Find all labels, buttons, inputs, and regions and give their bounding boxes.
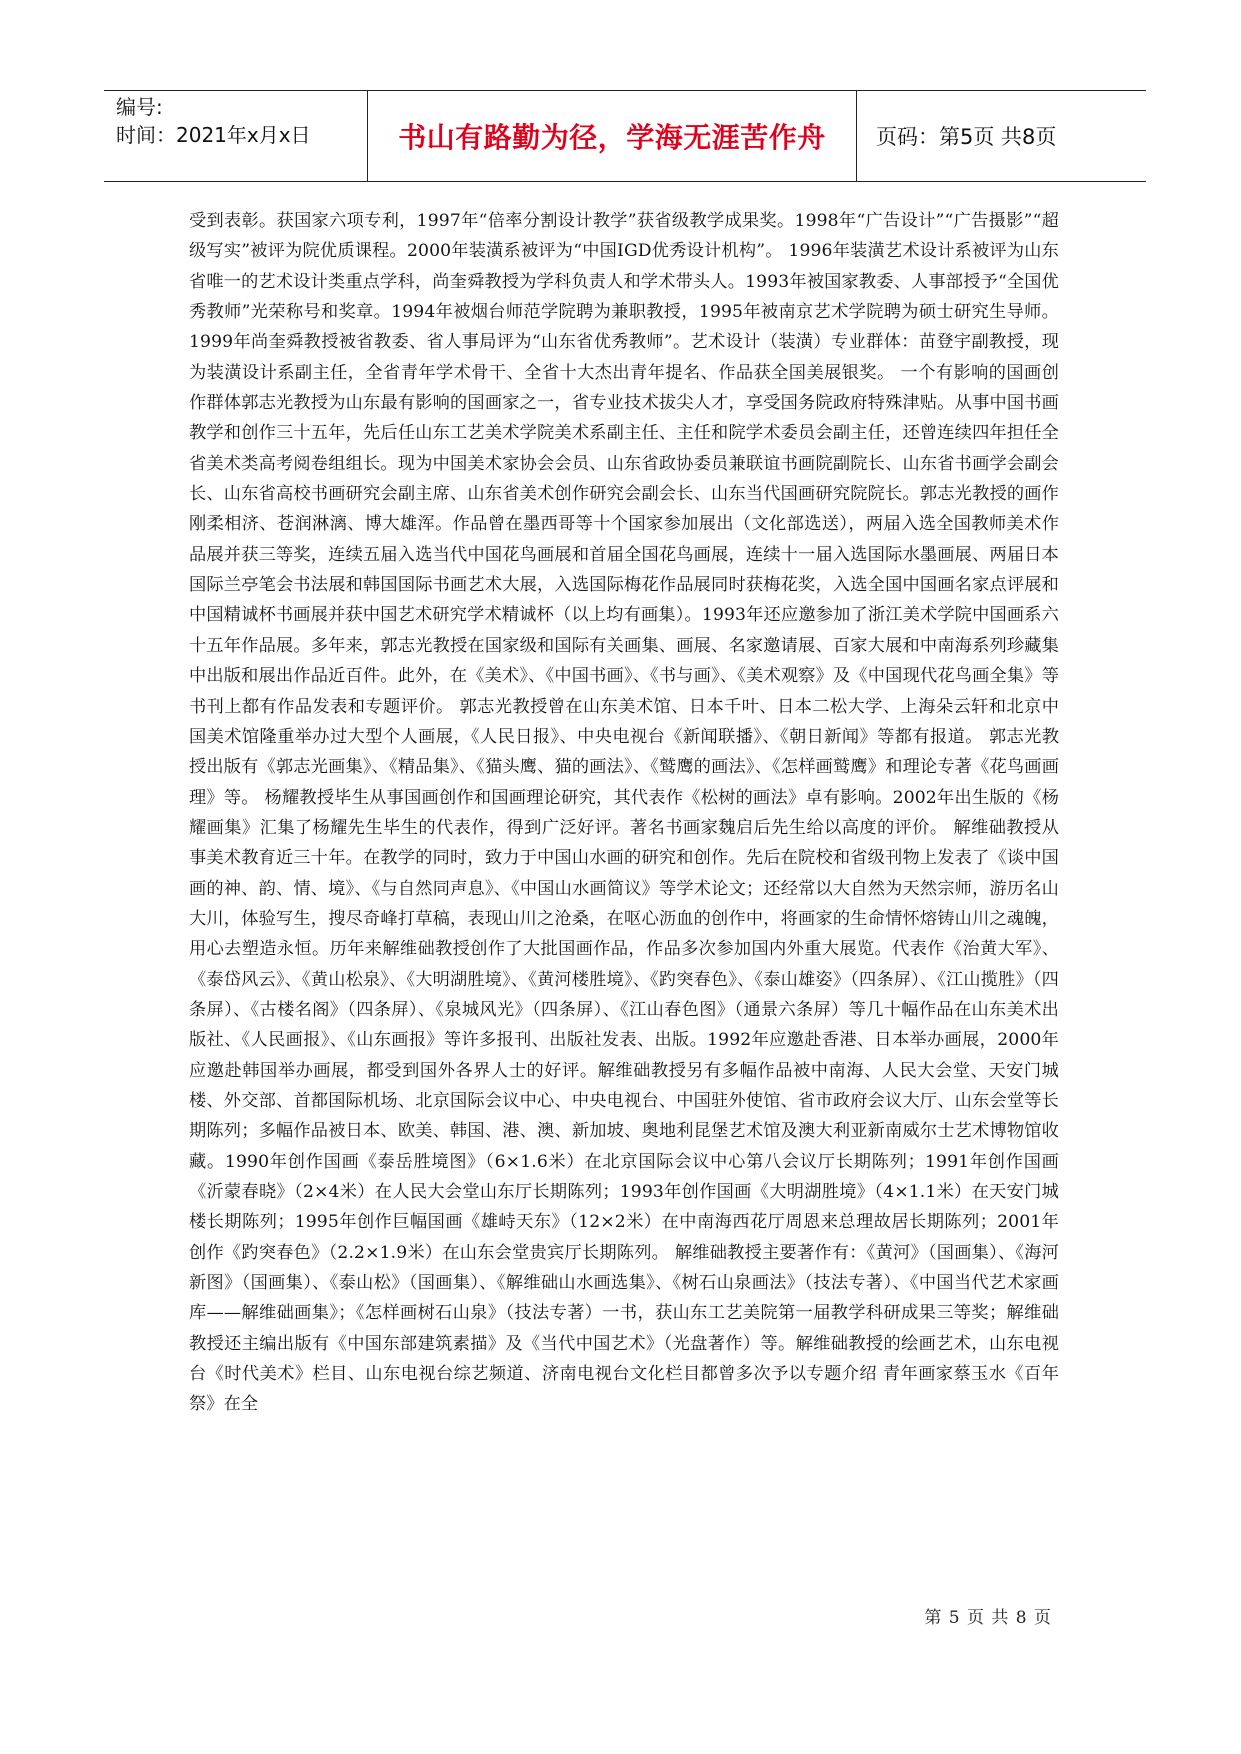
document-time-label: 时间：2021年x月x日 (116, 123, 311, 147)
body-paragraph: 受到表彰。获国家六项专利，1997年“倍率分割设计教学”获省级教学成果奖。1998年“广告设计”“广告摄影”“超级写实”被评为院优质课程。2000年装潢系被评为“中国IGD优秀设计机构”。 1996年装潢艺术设计系被评为山东省唯一的艺术设计类重点学科，尚奎舜教授为学科负责人和学术带头人。1993年被国家教委、人事部授予“全国优秀教师”光荣称号和奖章。1994年被烟台师范学院聘为兼职教授，1995年被南京艺术学院聘为硕士研究生导师。1999年尚奎舜教授被省教委、省人事局评为“山东省优秀教师”。艺术设计（装潢）专业群体：苗登宇副教授，现为装潢设计系副主任，全省青年学术骨干、全省十大杰出青年提名、作品获全国美展银奖。 一个有影响的国画创作群体郭志光教授为山东最有影响的国画家之一，省专业技术拔尖人才，享受国务院政府特殊津贴。从事中国书画教学和创作三十五年，先后任山东工艺美术学院美术系副主任、主任和院学术委员会副主任，还曾连续四年担任全省美术类高考阅卷组组长。现为中国美术家协会会员、山东省政协委员兼联谊书画院副院长、山东省书画学会副会长、山东省高校书画研究会副主席、山东省美术创作研究会副会长、山东当代国画研究院院长。郭志光教授的画作刚柔相济、苍润淋漓、博大雄浑。作品曾在墨西哥等十个国家参加展出（文化部选送），两届入选全国教师美术作品展并获三等奖，连续五届入选当代中国花鸟画展和首届全国花鸟画展，连续十一届入选国际水墨画展、两届日本国际兰亭笔会书法展和韩国国际书画艺术大展，入选国际梅花作品展同时获梅花奖，入选全国中国画名家点评展和中国精诚杯书画展并获中国艺术研究学术精诚杯（以上均有画集）。1993年还应邀参加了浙江美术学院中国画系六十五年作品展。多年来，郭志光教授在国家级和国际有关画集、画展、名家邀请展、百家大展和中南海系列珍藏集中出版和展出作品近百件。此外，在《美术》、《中国书画》、《书与画》、《美术观察》及《中国现代花鸟画全集》等书刊上都有作品发表和专题评价。 郭志光教授曾在山东美术馆、日本千叶、日本二松大学、上海朵云轩和北京中国美术馆隆重举办过大型个人画展，《人民日报》、中央电视台《新闻联播》、《朝日新闻》等都有报道。 郭志光教授出版有《郭志光画集》、《精品集》、《猫头鹰、猫的画法》、《鹫鹰的画法》、《怎样画鹫鹰》和理论专著《花鸟画画理》等。 杨耀教授毕生从事国画创作和国画理论研究，其代表作《松树的画法》卓有影响。2002年出生版的《杨耀画集》汇集了杨耀先生毕生的代表作，得到广泛好评。著名书画家魏启后先生给以高度的评价。 解维础教授从事美术教育近三十年。在教学的同时，致力于中国山水画的研究和创作。先后在院校和省级刊物上发表了《谈中国画的神、韵、情、境》、《与自然同声息》、《中国山水画简议》等学术论文；还经常以大自然为天然宗师，游历名山大川，体验写生，搜尽奇峰打草稿，表现山川之沧桑，在呕心沥血的创作中，将画家的生命情怀熔铸山川之魂魄，用心去塑造永恒。历年来解维础教授创作了大批国画作品，作品多次参加国内外重大展览。代表作《治黄大军》、《泰岱风云》、《黄山松泉》、《大明湖胜境》、《黄河楼胜境》、《趵突春色》、《泰山雄姿》（四条屏）、《江山揽胜》（四条屏）、《古楼名阁》（四条屏）、《泉城风光》（四条屏）、《江山春色图》（通景六条屏）等几十幅作品在山东美术出版社、《人民画报》、《山东画报》等许多报刊、出版社发表、出版。1992年应邀赴香港、日本举办画展，2000年应邀赴韩国举办画展，都受到国外各界人士的好评。解维础教授另有多幅作品被中南海、人民大会堂、天安门城楼、外交部、首都国际机场、北京国际会议中心、中央电视台、中国驻外使馆、省市政府会议大厅、山东会堂等长期陈列；多幅作品被日本、欧美、韩国、港、澳、新加坡、奥地利昆堡艺术馆及澳大利亚新南威尔士艺术博物馆收藏。1990年创作国画《泰岳胜境图》（6×1.6米）在北京国际会议中心第八会议厅长期陈列；1991年创作国画《沂蒙春晓》（2×4米）在人民大会堂山东厅长期陈列；1993年创作国画《大明湖胜境》（4×1.1米）在天安门城楼长期陈列；1995年创作巨幅国画《雄峙天东》（12×2米）在中南海西花厅周恩来总理故居长期陈列；2001年创作《趵突春色》（2.2×1.9米）在山东会堂贵宾厅长期陈列。 解维础教授主要著作有：《黄河》（国画集）、《海河新图》（国画集）、《泰山松》（国画集）、《解维础山水画选集》、《树石山泉画法》（技法专著）、《中国当代艺术家画库——解维础画集》；《怎样画树石山泉》（技法专著）一书，获山东工艺美院第一届教学科研成果三等奖；解维础教授还主编出版有《中国东部建筑素描》及《当代中国艺术》（光盘著作）等。解维础教授的绘画艺术，山东电视台《时代美术》栏目、山东电视台综艺频道、济南电视台文化栏目都曾多次予以专题介绍 青年画家蔡玉水《百年祭》在全 (189, 211, 1059, 1415)
page-header (104, 90, 1146, 182)
header-motto: 书山有路勤为径，学海无涯苦作舟 (398, 120, 826, 154)
footer-page-number: 第 5 页 共 8 页 (924, 1608, 1052, 1628)
document-number-label: 编号: (116, 95, 163, 119)
header-page-info: 页码：第5页 共8页 (876, 124, 1057, 149)
header-meta (116, 93, 368, 149)
